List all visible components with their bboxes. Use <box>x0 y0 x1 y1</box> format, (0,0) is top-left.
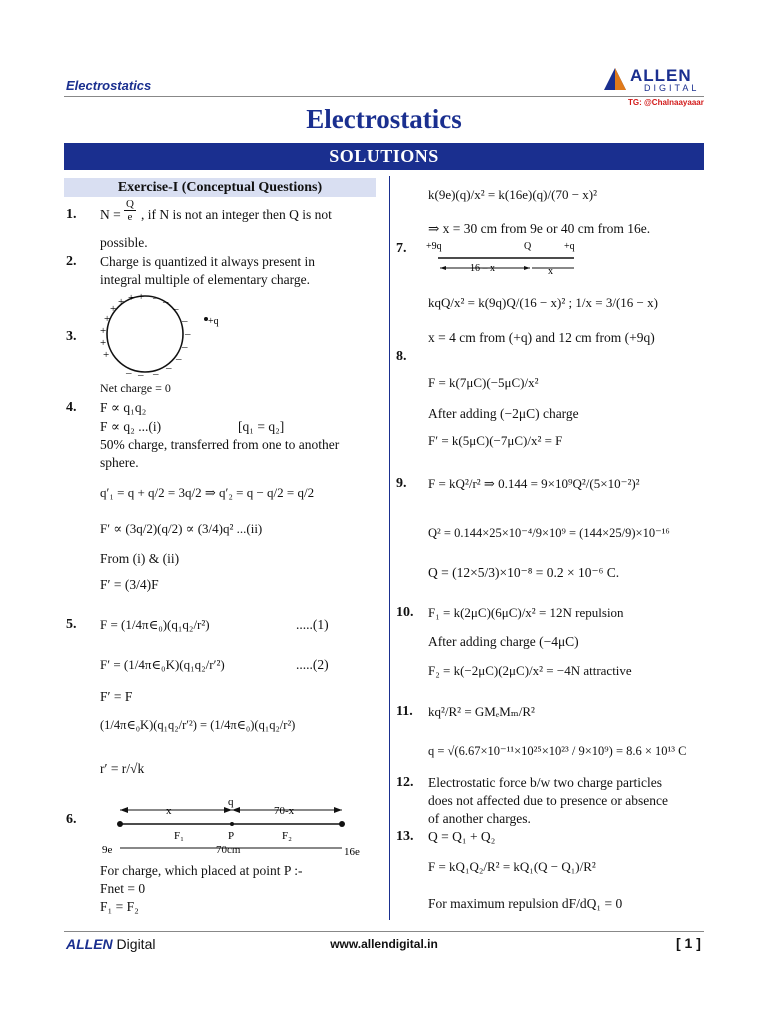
minus-charges: – <box>153 292 159 304</box>
q9-l1: F = kQ²/r² ⇒ 0.144 = 9×10⁹Q²/(5×10⁻²)² <box>428 476 640 491</box>
arrow-head <box>440 266 446 270</box>
q5-l1: F = (1/4π∈₀)(q₁q₂/r²) <box>100 617 210 632</box>
q7-number: 7. <box>396 241 407 256</box>
header-divider <box>64 96 704 97</box>
minus-charges: – <box>176 353 182 365</box>
point-p-dot <box>230 822 234 826</box>
page-number: [ 1 ] <box>676 935 701 951</box>
label-9e: 9e <box>102 844 113 856</box>
minus-charges: – <box>163 296 169 308</box>
q9-l2: Q² = 0.144×25×10⁻⁴/9×10⁹ = (144×25/9)×10⁻¹⁶ <box>428 526 670 540</box>
plus-charges: + <box>104 313 111 325</box>
q4-l1: F ∝ q₁q₂ <box>100 400 147 415</box>
q3-caption: Net charge = 0 <box>100 381 171 395</box>
minus-charges: – <box>153 368 159 380</box>
q12-number: 12. <box>396 775 414 790</box>
q9-l3: Q = (12×5/3)×10⁻⁸ = 0.2 × 10⁻⁶ C. <box>428 565 620 580</box>
footer-brand-main: ALLEN <box>66 936 113 952</box>
q3-number: 3. <box>66 329 77 344</box>
q5-tag2: .....(2) <box>296 657 329 672</box>
solutions-band: SOLUTIONS <box>64 143 704 170</box>
q13-l1: Q = Q₁ + Q₂ <box>428 829 496 844</box>
q2-number: 2. <box>66 254 77 269</box>
q8-l1: F = k(7μC)(−5μC)/x² <box>428 375 539 390</box>
q1-num: Q <box>126 198 134 210</box>
q7-line-diagram <box>424 238 584 278</box>
label-q: +q <box>564 241 575 252</box>
q2-line1: Charge is quantized it always present in <box>100 254 315 269</box>
label-f2: F₂ <box>282 830 292 842</box>
page-title: Electrostatics <box>306 104 462 134</box>
label-q: q <box>228 796 234 808</box>
label-16e: 16e <box>344 846 360 858</box>
q1-text2: possible. <box>100 235 148 250</box>
q12-l1: Electrostatic force b/w two charge particles <box>428 775 663 790</box>
point-charge-label: +q <box>208 316 219 327</box>
q11-l2: q = √(6.67×10⁻¹¹×10²⁵×10²³ / 9×10⁹) = 8.6 × 10¹³ C <box>428 744 687 758</box>
q4-l3: 50% charge, transferred from one to another <box>100 437 340 452</box>
q1-text: , if N is not an integer then Q is not <box>141 207 332 222</box>
minus-charges: – <box>126 367 132 379</box>
charge-16e-dot <box>339 821 345 827</box>
q8-l3: F′ = k(5μC)(−7μC)/x² = F <box>428 433 563 448</box>
minus-charges: – <box>182 341 188 353</box>
q13-l2: F = kQ₁Q₂/R² = kQ₁(Q − Q₁)/R² <box>428 859 596 874</box>
arrow-head-left <box>120 807 128 813</box>
label-x: x <box>166 805 172 817</box>
q5-l2: F′ = (1/4π∈₀K)(q₁q₂/r′²) <box>100 657 225 672</box>
logo-accent-icon <box>615 68 626 90</box>
minus-charges: – <box>173 303 179 315</box>
plus-charges: + <box>100 337 107 349</box>
footer-brand-sub: Digital <box>112 936 156 952</box>
minus-charges: – <box>185 328 191 340</box>
q4-l5: q′₁ = q + q/2 = 3q/2 ⇒ q′₂ = q − q/2 = q/2 <box>100 485 315 500</box>
label-x: x <box>548 266 553 277</box>
q4-l7: From (i) & (ii) <box>100 551 180 566</box>
footer-url[interactable]: www.allendigital.in <box>330 937 438 951</box>
q10-l3: F₂ = k(−2μC)(2μC)/x² = −4N attractive <box>428 663 632 678</box>
plus-charges: + <box>110 303 117 315</box>
plus-charges: + <box>103 349 110 361</box>
q4-l2b: [q₁ = q₂] <box>238 419 285 434</box>
minus-charges: – <box>182 315 188 327</box>
q7-eq: kqQ/x² = k(9q)Q/(16 − x)² ; 1/x = 3/(16 − x) <box>428 295 658 310</box>
q11-number: 11. <box>396 704 413 719</box>
label-70cm: 70cm <box>216 844 241 856</box>
q8-l2: After adding (−2μC) charge <box>428 406 579 421</box>
label-16-x: 16 – x <box>470 263 495 274</box>
telegram-handle: TG: @Chalnaayaaar <box>628 98 704 107</box>
two-charge-line-diagram <box>98 796 378 860</box>
q1-fraction <box>124 198 136 223</box>
q8-number: 8. <box>396 349 407 364</box>
q6-l2: Fnet = 0 <box>100 881 146 896</box>
minus-charges: – <box>138 369 144 381</box>
q11-l1: kq²/R² = GMₑMₘ/R² <box>428 704 535 719</box>
q10-number: 10. <box>396 605 414 620</box>
q5-number: 5. <box>66 617 77 632</box>
q4-l8: F′ = (3/4)F <box>100 577 159 592</box>
q10-l1: F₁ = k(2μC)(6μC)/x² = 12N repulsion <box>428 605 624 620</box>
plus-charges: + <box>138 292 145 303</box>
q6-l3: F₁ = F₂ <box>100 899 139 914</box>
q5-l4: (1/4π∈₀K)(q₁q₂/r′²) = (1/4π∈₀)(q₁q₂/r²) <box>100 718 296 732</box>
q13-number: 13. <box>396 829 414 844</box>
footer-divider <box>64 931 704 932</box>
plus-charges: + <box>128 292 135 304</box>
r1-equation: k(9e)(q)/x² = k(16e)(q)/(70 − x)² <box>428 187 598 202</box>
allen-logo <box>604 66 708 96</box>
minus-charges: – <box>166 362 172 374</box>
q12-l3: of another charges. <box>428 811 531 826</box>
q5-l5: r′ = r/√k <box>100 761 145 776</box>
r2-result: ⇒ x = 30 cm from 9e or 40 cm from 16e. <box>428 221 651 236</box>
q4-l6: F′ ∝ (3q/2)(q/2) ∝ (3/4)q² ...(ii) <box>100 521 263 536</box>
q6-l1: For charge, which placed at point P :- <box>100 863 303 878</box>
q4-number: 4. <box>66 400 77 415</box>
header-subject: Electrostatics <box>66 78 152 93</box>
q7-result: x = 4 cm from (+q) and 12 cm from (+9q) <box>428 330 655 345</box>
q6-number: 6. <box>66 812 77 827</box>
column-divider <box>389 176 390 920</box>
exercise-heading: Exercise-I (Conceptual Questions) <box>64 178 376 197</box>
label-9q: +9q <box>426 241 442 252</box>
q2-line2: integral multiple of elementary charge. <box>100 272 311 287</box>
logo-sub-text: DIGITAL <box>644 83 700 93</box>
label-Q: Q <box>524 241 532 252</box>
q1-lhs: N = <box>100 207 121 222</box>
label-p: P <box>228 830 235 842</box>
plus-charges: + <box>100 325 107 337</box>
q13-l3: For maximum repulsion dF/dQ₁ = 0 <box>428 896 623 911</box>
charged-sphere-diagram <box>98 292 238 382</box>
q4-l2a: F ∝ q₂ ...(i) <box>100 419 162 434</box>
plus-charges: + <box>118 296 125 308</box>
q10-l2: After adding charge (−4μC) <box>428 634 579 649</box>
q5-tag1: .....(1) <box>296 617 329 632</box>
arrow-head-right <box>334 807 342 813</box>
q1-number: 1. <box>66 207 77 222</box>
arrow-head <box>524 266 530 270</box>
q5-l3: F′ = F <box>100 689 133 704</box>
q9-number: 9. <box>396 476 407 491</box>
label-70-x: 70-x <box>274 805 295 817</box>
q12-l2: does not affected due to presence or absence <box>428 793 669 808</box>
q1-den: e <box>127 211 133 223</box>
logo-main-text: ALLEN <box>630 66 692 85</box>
charge-9e-dot <box>117 821 123 827</box>
q4-l4: sphere. <box>100 455 139 470</box>
label-f1: F₁ <box>174 830 184 842</box>
